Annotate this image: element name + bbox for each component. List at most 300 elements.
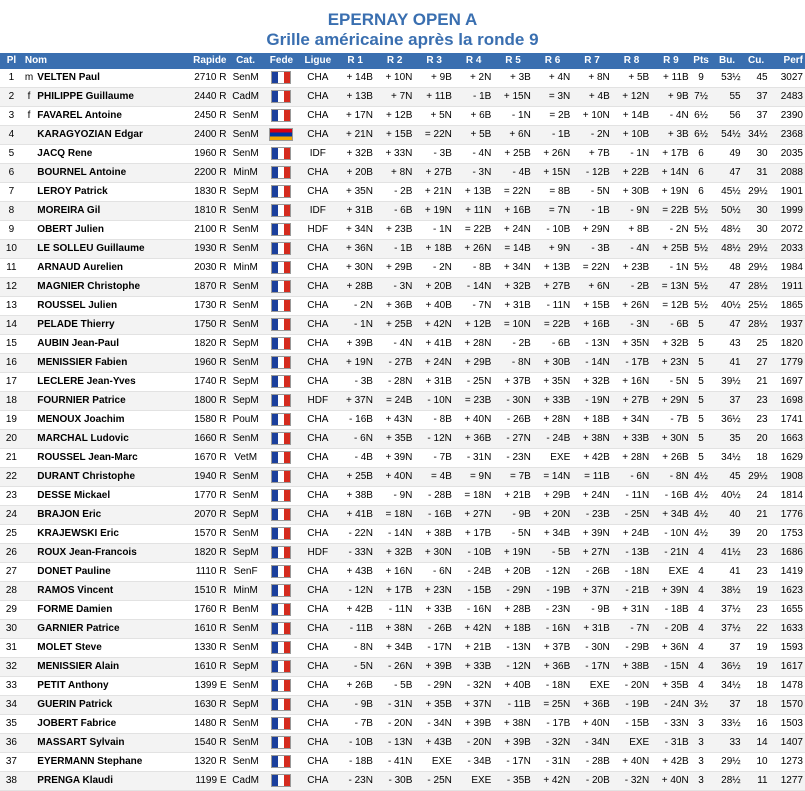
table-cell: 29½ bbox=[711, 753, 742, 772]
table-cell: + 9B bbox=[414, 69, 453, 88]
table-row bbox=[0, 563, 805, 582]
table-cell: 10 bbox=[0, 240, 23, 259]
table-cell: + 31B bbox=[572, 620, 611, 639]
france-flag-icon bbox=[271, 223, 291, 236]
column-header: R 1 bbox=[335, 53, 374, 69]
table-cell: + 10N bbox=[375, 69, 414, 88]
table-cell: 22 bbox=[743, 620, 770, 639]
federation-flag bbox=[263, 107, 300, 126]
table-cell: = 22N bbox=[414, 126, 453, 145]
federation-flag bbox=[263, 183, 300, 202]
table-cell: + 5B bbox=[612, 69, 651, 88]
table-cell: 22 bbox=[0, 468, 23, 487]
table-cell: + 9B bbox=[651, 88, 690, 107]
table-cell: - 8N bbox=[493, 354, 532, 373]
table-cell: - 23N bbox=[493, 449, 532, 468]
player-name: GUERIN Patrick bbox=[35, 696, 181, 715]
federation-flag bbox=[263, 297, 300, 316]
table-cell: 20 bbox=[743, 430, 770, 449]
table-cell: + 9N bbox=[533, 240, 572, 259]
table-row bbox=[0, 677, 805, 696]
table-cell: CHA bbox=[300, 126, 335, 145]
table-cell: CHA bbox=[300, 411, 335, 430]
table-cell: + 42N bbox=[533, 772, 572, 791]
table-cell: IDF bbox=[300, 202, 335, 221]
table-cell: + 19N bbox=[493, 544, 532, 563]
player-name: MENISSIER Alain bbox=[35, 658, 181, 677]
table-header-row bbox=[0, 53, 805, 69]
federation-flag bbox=[263, 392, 300, 411]
table-cell: 1610 R bbox=[182, 658, 229, 677]
table-cell: 18 bbox=[743, 696, 770, 715]
table-cell: - 33N bbox=[651, 715, 690, 734]
table-cell: 1277 bbox=[770, 772, 805, 791]
table-cell: - 8B bbox=[414, 411, 453, 430]
table-cell: CHA bbox=[300, 240, 335, 259]
table-cell: 1870 R bbox=[182, 278, 229, 297]
table-cell: + 12B bbox=[375, 107, 414, 126]
player-name: FAVAREL Antoine bbox=[35, 107, 181, 126]
table-cell: 37 bbox=[711, 639, 742, 658]
table-cell: SenM bbox=[229, 69, 263, 88]
table-cell: - 20N bbox=[375, 715, 414, 734]
table-cell: CHA bbox=[300, 734, 335, 753]
table-cell: 2033 bbox=[770, 240, 805, 259]
table-cell: - 2N bbox=[414, 259, 453, 278]
table-cell bbox=[23, 658, 35, 677]
column-header: Ligue bbox=[300, 53, 335, 69]
table-cell: + 40N bbox=[454, 411, 493, 430]
table-cell: 27 bbox=[0, 563, 23, 582]
table-cell: 1480 R bbox=[182, 715, 229, 734]
table-cell: 38 bbox=[0, 772, 23, 791]
table-cell: + 28N bbox=[612, 449, 651, 468]
table-cell: SenM bbox=[229, 677, 263, 696]
table-cell: - 30N bbox=[493, 392, 532, 411]
table-cell bbox=[23, 696, 35, 715]
table-cell: - 11B bbox=[493, 696, 532, 715]
table-cell: - 26N bbox=[375, 658, 414, 677]
table-cell: 34½ bbox=[743, 126, 770, 145]
table-cell: + 13B bbox=[335, 88, 374, 107]
france-flag-icon bbox=[271, 375, 291, 388]
table-cell: + 16N bbox=[375, 563, 414, 582]
standings-table bbox=[0, 53, 805, 791]
table-cell: + 37N bbox=[454, 696, 493, 715]
table-row bbox=[0, 658, 805, 677]
table-row bbox=[0, 202, 805, 221]
table-cell: 37 bbox=[711, 392, 742, 411]
table-cell: + 15N bbox=[533, 164, 572, 183]
table-cell: + 36B bbox=[572, 696, 611, 715]
table-cell: - 31N bbox=[375, 696, 414, 715]
table-cell: 28½ bbox=[743, 278, 770, 297]
table-cell: - 12N bbox=[533, 563, 572, 582]
table-cell: 5½ bbox=[691, 240, 712, 259]
table-cell: 1629 bbox=[770, 449, 805, 468]
table-cell: + 30N bbox=[335, 259, 374, 278]
table-cell: - 28B bbox=[572, 753, 611, 772]
france-flag-icon bbox=[271, 774, 291, 787]
table-cell: 55 bbox=[711, 88, 742, 107]
table-cell: 4 bbox=[691, 639, 712, 658]
table-cell: + 38B bbox=[612, 658, 651, 677]
player-name: KARAGYOZIAN Edgar bbox=[35, 126, 181, 145]
federation-flag bbox=[263, 487, 300, 506]
table-cell: 1320 R bbox=[182, 753, 229, 772]
table-cell: - 26B bbox=[572, 563, 611, 582]
table-cell: 30 bbox=[743, 221, 770, 240]
table-cell: 6 bbox=[691, 164, 712, 183]
table-cell bbox=[23, 354, 35, 373]
table-cell: 6½ bbox=[691, 107, 712, 126]
table-cell: - 18N bbox=[612, 563, 651, 582]
table-cell: - 9B bbox=[335, 696, 374, 715]
table-cell: - 2N bbox=[572, 126, 611, 145]
table-cell: 1510 R bbox=[182, 582, 229, 601]
table-cell: + 27B bbox=[533, 278, 572, 297]
table-cell bbox=[23, 677, 35, 696]
table-cell: = 9N bbox=[454, 468, 493, 487]
table-cell: CHA bbox=[300, 487, 335, 506]
table-cell: - 5N bbox=[335, 658, 374, 677]
table-cell: CHA bbox=[300, 468, 335, 487]
table-cell: - 20N bbox=[612, 677, 651, 696]
table-cell: 1770 R bbox=[182, 487, 229, 506]
table-cell: + 25B bbox=[335, 468, 374, 487]
table-cell: + 28B bbox=[493, 601, 532, 620]
table-cell: = 11B bbox=[572, 468, 611, 487]
table-cell: - 16B bbox=[335, 411, 374, 430]
table-cell: + 15B bbox=[572, 297, 611, 316]
table-cell: SenM bbox=[229, 753, 263, 772]
table-cell: + 6N bbox=[572, 278, 611, 297]
table-cell: - 6N bbox=[414, 563, 453, 582]
table-cell: + 5N bbox=[414, 107, 453, 126]
table-cell: - 11N bbox=[612, 487, 651, 506]
france-flag-icon bbox=[271, 413, 291, 426]
table-cell: 2483 bbox=[770, 88, 805, 107]
table-cell: 35 bbox=[0, 715, 23, 734]
federation-flag bbox=[263, 734, 300, 753]
table-cell: + 31B bbox=[335, 202, 374, 221]
table-cell: 29½ bbox=[743, 259, 770, 278]
table-cell: SepM bbox=[229, 544, 263, 563]
table-cell: 1630 R bbox=[182, 696, 229, 715]
table-cell: = 24B bbox=[375, 392, 414, 411]
table-cell: 41 bbox=[711, 563, 742, 582]
player-name: PRENGA Klaudi bbox=[35, 772, 181, 791]
table-cell: - 5N bbox=[572, 183, 611, 202]
table-cell: 5 bbox=[691, 411, 712, 430]
player-name: AUBIN Jean-Paul bbox=[35, 335, 181, 354]
table-cell: 14 bbox=[743, 734, 770, 753]
table-cell: + 32B bbox=[572, 373, 611, 392]
table-cell: + 25B bbox=[651, 240, 690, 259]
table-row bbox=[0, 164, 805, 183]
table-cell: 1407 bbox=[770, 734, 805, 753]
table-cell: 27 bbox=[743, 354, 770, 373]
table-cell: + 33B bbox=[612, 430, 651, 449]
table-cell: - 9B bbox=[572, 601, 611, 620]
france-flag-icon bbox=[271, 660, 291, 673]
table-cell: 18 bbox=[743, 677, 770, 696]
table-cell: - 24B bbox=[454, 563, 493, 582]
column-header: Pl bbox=[0, 53, 23, 69]
table-cell: 1960 R bbox=[182, 145, 229, 164]
table-cell: 1617 bbox=[770, 658, 805, 677]
table-cell: - 6B bbox=[533, 335, 572, 354]
table-cell: + 39N bbox=[572, 525, 611, 544]
table-cell: - 27B bbox=[375, 354, 414, 373]
table-cell: - 4B bbox=[493, 164, 532, 183]
federation-flag bbox=[263, 658, 300, 677]
table-cell: 13 bbox=[0, 297, 23, 316]
table-cell: - 32N bbox=[612, 772, 651, 791]
table-row bbox=[0, 259, 805, 278]
table-cell: + 42N bbox=[454, 620, 493, 639]
table-cell: + 33B bbox=[414, 601, 453, 620]
column-header: Fede bbox=[263, 53, 300, 69]
player-name: VELTEN Paul bbox=[35, 69, 181, 88]
table-cell: 49 bbox=[711, 145, 742, 164]
table-cell bbox=[23, 601, 35, 620]
table-cell: - 1B bbox=[533, 126, 572, 145]
player-name: OBERT Julien bbox=[35, 221, 181, 240]
table-cell: MinM bbox=[229, 582, 263, 601]
federation-flag bbox=[263, 601, 300, 620]
table-cell: - 5B bbox=[533, 544, 572, 563]
table-cell: + 43N bbox=[375, 411, 414, 430]
table-cell: CHA bbox=[300, 88, 335, 107]
table-cell: 45½ bbox=[711, 183, 742, 202]
table-cell: 45 bbox=[711, 468, 742, 487]
table-cell: 5 bbox=[691, 430, 712, 449]
table-cell: CHA bbox=[300, 506, 335, 525]
player-name: JACQ Rene bbox=[35, 145, 181, 164]
federation-flag bbox=[263, 335, 300, 354]
table-cell: SenM bbox=[229, 145, 263, 164]
table-cell: + 27N bbox=[572, 544, 611, 563]
column-header: Nom bbox=[23, 53, 182, 69]
federation-flag bbox=[263, 373, 300, 392]
table-cell: = 22N bbox=[572, 259, 611, 278]
table-cell: 11 bbox=[743, 772, 770, 791]
table-cell: + 3B bbox=[493, 69, 532, 88]
table-cell bbox=[23, 221, 35, 240]
column-header: R 8 bbox=[612, 53, 651, 69]
table-cell: 31 bbox=[0, 639, 23, 658]
table-cell: + 12B bbox=[454, 316, 493, 335]
table-cell: 45 bbox=[743, 69, 770, 88]
table-cell: 24 bbox=[743, 487, 770, 506]
table-cell: + 38N bbox=[375, 620, 414, 639]
table-cell: 1810 R bbox=[182, 202, 229, 221]
table-cell: - 25N bbox=[454, 373, 493, 392]
table-cell: m bbox=[23, 69, 35, 88]
table-cell: SenM bbox=[229, 525, 263, 544]
table-cell: + 38B bbox=[414, 525, 453, 544]
table-row bbox=[0, 582, 805, 601]
table-cell: 19 bbox=[743, 582, 770, 601]
table-row bbox=[0, 392, 805, 411]
table-cell: 29½ bbox=[743, 240, 770, 259]
table-cell: CHA bbox=[300, 278, 335, 297]
table-cell: 1800 R bbox=[182, 392, 229, 411]
table-cell: + 18B bbox=[493, 620, 532, 639]
table-cell: + 28N bbox=[533, 411, 572, 430]
table-cell: 40½ bbox=[711, 297, 742, 316]
table-cell: 1330 R bbox=[182, 639, 229, 658]
table-cell: - 8N bbox=[651, 468, 690, 487]
table-row bbox=[0, 772, 805, 791]
table-cell: - 2N bbox=[651, 221, 690, 240]
table-cell: 1753 bbox=[770, 525, 805, 544]
table-cell: + 28B bbox=[335, 278, 374, 297]
table-cell bbox=[23, 772, 35, 791]
armenia-flag-icon bbox=[269, 128, 293, 141]
table-cell: - 1B bbox=[375, 240, 414, 259]
table-cell: HDF bbox=[300, 544, 335, 563]
table-cell bbox=[23, 468, 35, 487]
table-cell: + 24B bbox=[612, 525, 651, 544]
table-cell: CHA bbox=[300, 449, 335, 468]
table-cell bbox=[23, 278, 35, 297]
table-cell bbox=[23, 183, 35, 202]
table-cell: 47 bbox=[711, 164, 742, 183]
table-cell: SenM bbox=[229, 221, 263, 240]
table-cell: - 12N bbox=[493, 658, 532, 677]
table-cell: 2070 R bbox=[182, 506, 229, 525]
table-cell: 1779 bbox=[770, 354, 805, 373]
france-flag-icon bbox=[271, 489, 291, 502]
table-cell: 1730 R bbox=[182, 297, 229, 316]
table-cell: 37 bbox=[743, 107, 770, 126]
table-cell bbox=[23, 145, 35, 164]
table-cell: + 30B bbox=[612, 183, 651, 202]
table-cell: - 13N bbox=[375, 734, 414, 753]
table-cell: - 11N bbox=[533, 297, 572, 316]
player-name: MAGNIER Christophe bbox=[35, 278, 181, 297]
table-cell: 2030 R bbox=[182, 259, 229, 278]
table-cell: 33½ bbox=[711, 715, 742, 734]
table-cell: 5 bbox=[691, 354, 712, 373]
table-cell: + 26B bbox=[651, 449, 690, 468]
france-flag-icon bbox=[271, 299, 291, 312]
table-cell: + 38N bbox=[493, 715, 532, 734]
table-cell: + 8N bbox=[572, 69, 611, 88]
table-cell: SenM bbox=[229, 734, 263, 753]
table-cell: 34½ bbox=[711, 449, 742, 468]
table-cell: f bbox=[23, 88, 35, 107]
table-cell: - 14N bbox=[454, 278, 493, 297]
table-cell: CHA bbox=[300, 620, 335, 639]
table-cell: + 36B bbox=[533, 658, 572, 677]
france-flag-icon bbox=[271, 109, 291, 122]
table-cell bbox=[23, 164, 35, 183]
table-cell: 37 bbox=[0, 753, 23, 772]
table-cell: CHA bbox=[300, 335, 335, 354]
federation-flag bbox=[263, 240, 300, 259]
table-cell: + 5B bbox=[454, 126, 493, 145]
table-cell: - 2N bbox=[335, 297, 374, 316]
table-cell: 38½ bbox=[711, 582, 742, 601]
table-cell: 2100 R bbox=[182, 221, 229, 240]
column-header: R 4 bbox=[454, 53, 493, 69]
table-cell: + 30N bbox=[651, 430, 690, 449]
table-cell: 29½ bbox=[743, 468, 770, 487]
table-cell: 5½ bbox=[691, 278, 712, 297]
table-cell: 56 bbox=[711, 107, 742, 126]
table-cell: - 1N bbox=[612, 145, 651, 164]
table-cell: - 8B bbox=[454, 259, 493, 278]
table-cell: + 37B bbox=[533, 639, 572, 658]
table-cell: - 13N bbox=[493, 639, 532, 658]
table-row bbox=[0, 525, 805, 544]
column-header: Bu. bbox=[711, 53, 742, 69]
table-cell: 4 bbox=[691, 544, 712, 563]
table-cell: 25 bbox=[743, 335, 770, 354]
table-cell: - 30B bbox=[375, 772, 414, 791]
france-flag-icon bbox=[271, 261, 291, 274]
table-cell: - 4N bbox=[612, 240, 651, 259]
table-cell: + 14B bbox=[612, 107, 651, 126]
table-cell: CHA bbox=[300, 107, 335, 126]
table-cell: 18 bbox=[0, 392, 23, 411]
table-cell: + 19N bbox=[651, 183, 690, 202]
player-name: MENOUX Joachim bbox=[35, 411, 181, 430]
table-cell: + 35B bbox=[375, 430, 414, 449]
table-cell: 5½ bbox=[691, 221, 712, 240]
table-cell: + 40N bbox=[651, 772, 690, 791]
federation-flag bbox=[263, 772, 300, 791]
table-cell: 1984 bbox=[770, 259, 805, 278]
table-cell: - 14N bbox=[375, 525, 414, 544]
table-cell: f bbox=[23, 107, 35, 126]
table-cell: 6 bbox=[691, 145, 712, 164]
table-cell: 16 bbox=[743, 715, 770, 734]
table-cell: - 2B bbox=[375, 183, 414, 202]
table-cell: CHA bbox=[300, 354, 335, 373]
table-cell: SepM bbox=[229, 696, 263, 715]
table-cell: CHA bbox=[300, 316, 335, 335]
table-cell: 47 bbox=[711, 278, 742, 297]
table-cell: + 16B bbox=[493, 202, 532, 221]
table-cell: + 17N bbox=[335, 107, 374, 126]
table-cell: 3 bbox=[691, 734, 712, 753]
france-flag-icon bbox=[271, 451, 291, 464]
table-cell: 4 bbox=[0, 126, 23, 145]
table-cell: + 39N bbox=[651, 582, 690, 601]
table-cell: 5½ bbox=[691, 259, 712, 278]
table-cell: 37½ bbox=[711, 601, 742, 620]
player-name: MASSART Sylvain bbox=[35, 734, 181, 753]
table-cell: 37 bbox=[711, 696, 742, 715]
table-cell: 1273 bbox=[770, 753, 805, 772]
table-cell bbox=[23, 563, 35, 582]
column-header: Perf bbox=[770, 53, 805, 69]
table-cell: 33 bbox=[711, 734, 742, 753]
table-cell: - 5N bbox=[651, 373, 690, 392]
table-cell: - 34B bbox=[454, 753, 493, 772]
table-cell bbox=[23, 392, 35, 411]
table-cell: CadM bbox=[229, 88, 263, 107]
table-cell: + 37N bbox=[335, 392, 374, 411]
table-cell: + 20N bbox=[533, 506, 572, 525]
table-cell: CadM bbox=[229, 772, 263, 791]
table-cell: + 36N bbox=[651, 639, 690, 658]
table-cell: 30 bbox=[743, 202, 770, 221]
